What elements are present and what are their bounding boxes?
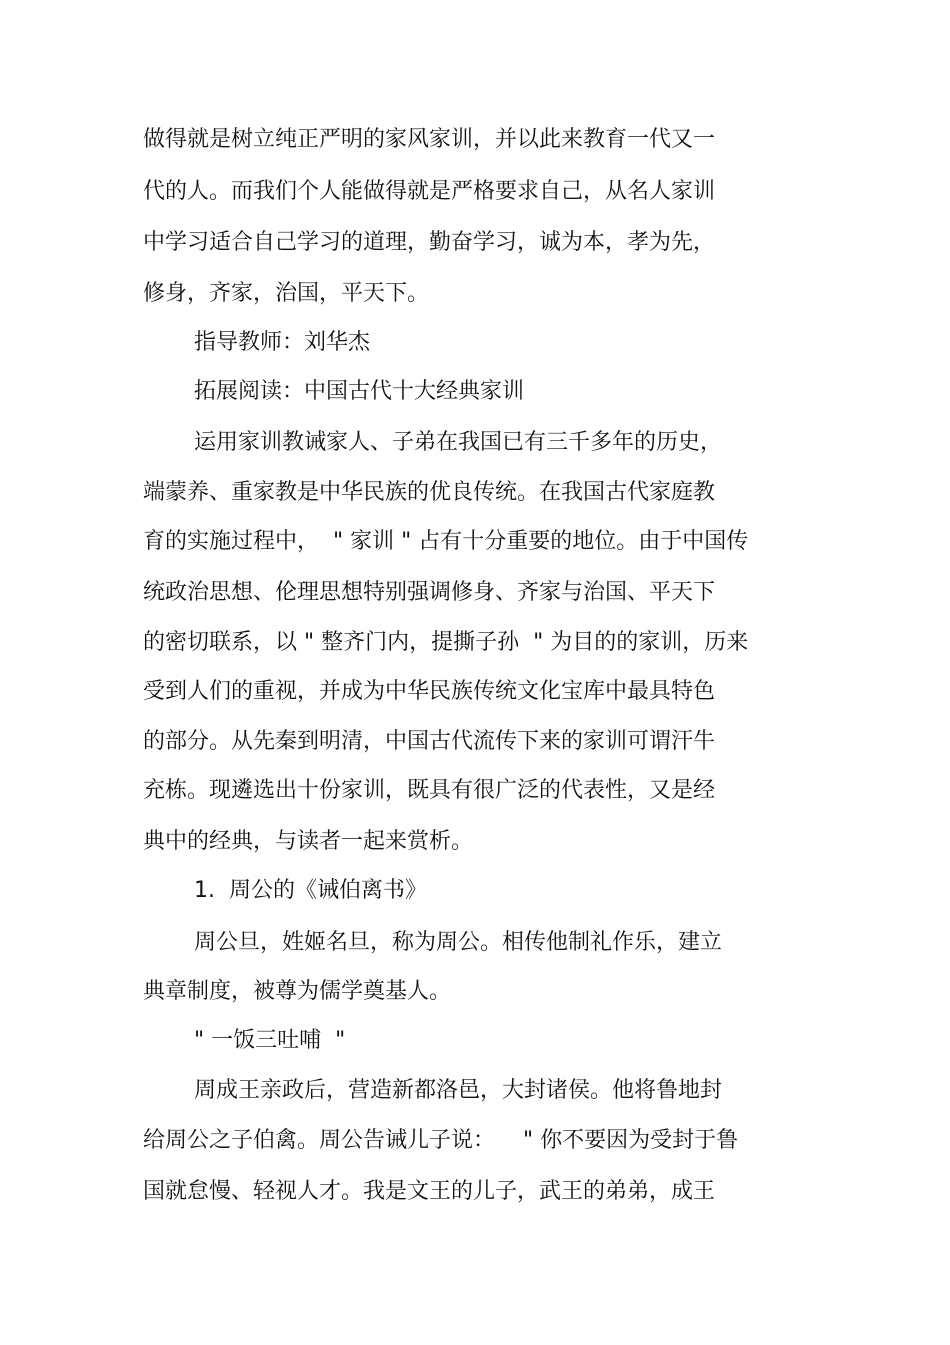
extended-reading-line: 拓展阅读：中国古代十大经典家训 bbox=[194, 379, 525, 404]
text-line: 典中的经典，与读者一起来赏析。 bbox=[143, 829, 474, 854]
text-line: 做得就是树立纯正严明的家风家训，并以此来教育一代又一 bbox=[143, 127, 716, 152]
subheading: " 一饭三吐哺 " bbox=[194, 1028, 346, 1053]
text-line: 的部分。从先秦到明清，中国古代流传下来的家训可谓汗牛 bbox=[143, 729, 716, 754]
text-line: 给周公之子伯禽。周公告诫儿子说： " 你不要因为受封于鲁 bbox=[143, 1128, 739, 1153]
text-line: 修身，齐家，治国，平天下。 bbox=[143, 281, 430, 306]
text-line: 周成王亲政后，营造新都洛邑，大封诸侯。他将鲁地封 bbox=[194, 1078, 723, 1103]
text-line: 运用家训教诫家人、子弟在我国已有三千多年的历史， bbox=[194, 430, 723, 455]
text-line: 典章制度，被尊为儒学奠基人。 bbox=[143, 979, 452, 1004]
instructor-line: 指导教师：刘华杰 bbox=[194, 330, 371, 355]
text-line: 受到人们的重视，并成为中华民族传统文化宝库中最具特色 bbox=[143, 679, 716, 704]
text-line: 育的实施过程中， " 家训 " 占有十分重要的地位。由于中国传 bbox=[143, 529, 749, 554]
text-line: 充栋。现遴选出十份家训，既具有很广泛的代表性，又是经 bbox=[143, 778, 716, 803]
text-line: 代的人。而我们个人能做得就是严格要求自己，从名人家训 bbox=[143, 179, 716, 204]
text-line: 端蒙养、重家教是中华民族的优良传统。在我国古代家庭教 bbox=[143, 480, 716, 505]
text-line: 统政治思想、伦理思想特别强调修身、齐家与治国、平天下 bbox=[143, 580, 716, 605]
text-line: 中学习适合自己学习的道理，勤奋学习，诚为本，孝为先， bbox=[143, 230, 716, 255]
section-heading: 1. 周公的《诫伯离书》 bbox=[194, 878, 427, 903]
text-line: 的密切联系，以 " 整齐门内，提撕子孙 " 为目的的家训，历来 bbox=[143, 630, 749, 655]
text-line: 国就怠慢、轻视人才。我是文王的儿子，武王的弟弟，成王 bbox=[143, 1179, 716, 1204]
text-line: 周公旦，姓姬名旦，称为周公。相传他制礼作乐，建立 bbox=[194, 930, 723, 955]
